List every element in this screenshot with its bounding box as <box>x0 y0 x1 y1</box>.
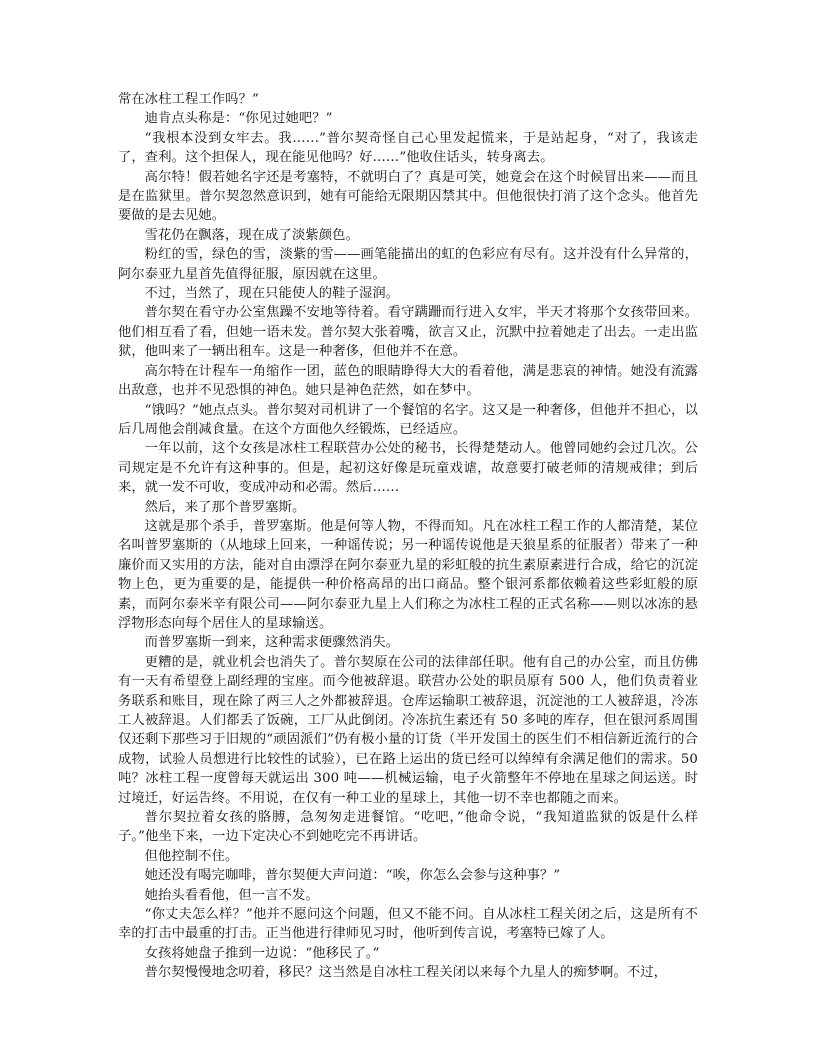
paragraph: 普尔契慢慢地念叨着，移民？这当然是自冰柱工程关闭以来每个九星人的痴梦啊。不过， <box>144 965 668 981</box>
paragraph: 但他控制不住。 <box>144 848 239 864</box>
paragraph: 她抬头看看他，但一言不发。 <box>144 887 319 903</box>
paragraph: “你丈夫怎么样？”他并不愿问这个问题，但又不能不问。自从冰柱工程关闭之后，这是所有不幸的打击中最重的打击。正当他进行律师见习时，他听到传言说，考塞特已嫁了人。 <box>118 907 698 942</box>
paragraph: 常在冰柱工程工作吗？” <box>118 92 259 107</box>
paragraph: 雪花仍在飘落，现在成了淡紫颜色。 <box>144 227 359 243</box>
paragraph: 然后，来了那个普罗塞斯。 <box>144 499 306 515</box>
paragraph: 普尔契拉着女孩的胳膊，急匆匆走进餐馆。“吃吧，”他命令说，“我知道监狱的饭是什么样子。”他坐下来，一边下定决心不到她吃完不再讲话。 <box>118 810 698 845</box>
paragraph: 更糟的是，就业机会也消失了。普尔契原在公司的法律部任职。他有自己的办公室，而且仿佛有一天有希望登上副经理的宝座。而今他被辞退。联营办公处的职员原有 500 人，他们负责着业务联系和账目，现在除了两三人之外都被辞退。仓库运输职工被辞退，沉淀池的工人被辞退，冷冻工人被辞退。人们都丢了饭碗，工厂从此倒闭。冷冻抗生素还有 50 多吨的库存，但在银河系周围仅还剩下那些习于旧规的“顽固派们”仍有极小量的订货（半开发国土的医生们不相信新近流行的合成物，试验人员想进行比较性的试验），已在路上运出的货已经可以绰绰有余满足他们的需求。50 吨？冰柱工程一度曾每天就运出 300 吨——机械运输，电子火箭整年不停地在星球之间运送。时过境迁，好运告终。不用说，在仅有一种工业的星球上，其他一切不幸也都随之而来。 <box>118 654 698 806</box>
paragraph: 一年以前，这个女孩是冰柱工程联营办公处的秘书，长得楚楚动人。他曾同她约会过几次。公司规定是不允许有这种事的。但是，起初这好像是玩童戏谑，故意要打破老师的清规戒律；到后来，就一发不可收，变成冲动和必需。然后…… <box>118 441 698 496</box>
paragraph: 她还没有喝完咖啡，普尔契便大声问道：“唉，你怎么会参与这种事？” <box>144 868 561 884</box>
paragraph: 而普罗塞斯一到来，这种需求便骤然消失。 <box>144 635 400 651</box>
paragraph: 女孩将她盘子推到一边说：“他移民了。” <box>144 945 380 961</box>
paragraph: 高尔特在计程车一角缩作一团，蓝色的眼睛睁得大大的看着他，满是悲哀的神情。她没有流露出敌意，也并不见恐惧的神色。她只是神色茫然，如在梦中。 <box>118 363 698 399</box>
document-page <box>118 90 698 983</box>
paragraph: “我根本没到女牢去。我……”普尔契奇怪自己心里发起慌来，于是站起身，“对了，我该走了，查利。这个担保人，现在能见他吗？好……”他收住话头，转身离去。 <box>118 130 698 166</box>
paragraph: 不过，当然了，现在只能使人的鞋子湿润。 <box>144 286 400 302</box>
paragraph: 高尔特！假若她名字还是考塞特，不就明白了？真是可笑，她竟会在这个时候冒出来——而且是在监狱里。普尔契忽然意识到，她有可能给无限期囚禁其中。但他很快打消了这个念头。他首先要做的是去见她。 <box>118 169 698 224</box>
paragraph: 这就是那个杀手，普罗塞斯。他是何等人物，不得而知。凡在冰柱工程工作的人都清楚，某位名叫普罗塞斯的（从地球上回来，一种谣传说；另一种谣传说他是天狼星系的征服者）带来了一种廉价而又实用的方法，能对自由漂浮在阿尔泰亚九星的彩虹般的抗生素原素进行合成，给它的沉淀物上色，更为重要的是，能提供一种价格高昂的出口商品。整个银河系都依赖着这些彩虹般的原素，而阿尔泰米辛有限公司——阿尔泰亚九星上人们称之为冰柱工程的正式名称——则以冰冻的悬浮物形态向每个居住人的星球输送。 <box>118 518 698 631</box>
paragraph: 普尔契在看守办公室焦躁不安地等待着。看守蹒跚而行进入女牢，半天才将那个女孩带回来。他们相互看了看，但她一语未发。普尔契大张着嘴，欲言又止，沉默中拉着她走了出去。一走出监狱，他叫来了一辆出租车。这是一种奢侈，但他并不在意。 <box>118 305 698 360</box>
paragraph: 粉红的雪，绿色的雪，淡紫的雪——画笔能描出的虹的色彩应有尽有。这并没有什么异常的，阿尔泰亚九星首先值得征服，原因就在这里。 <box>118 247 698 282</box>
paragraph: “饿吗？”她点点头。普尔契对司机讲了一个餐馆的名字。这又是一种奢侈，但他并不担心，以后几周他会削减食量。在这个方面他久经锻炼，已经适应。 <box>118 402 698 437</box>
paragraph: 迪肯点头称是：“你见过她吧？” <box>144 111 333 127</box>
